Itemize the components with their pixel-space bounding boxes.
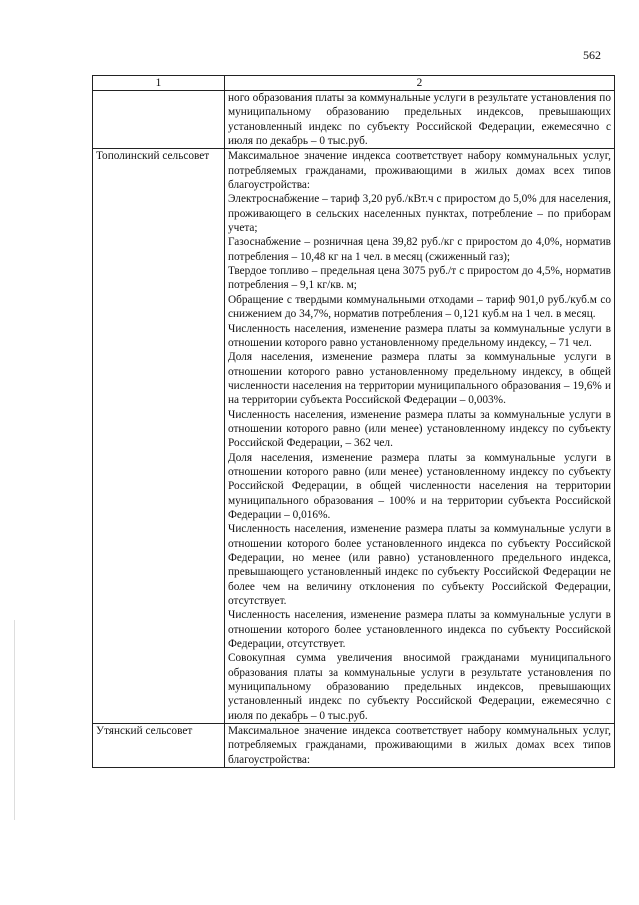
paragraph: Численность населения, изменение размера платы за коммунальные услуги в отношении которого более установленного индекса по субъекту Российской Федерации, отсутствует.: [228, 609, 611, 651]
description-cell: [225, 149, 615, 724]
paragraph: ного образования платы за коммунальные услуги в результате установления по муниципальному образованию предельных индексов, превышающих установленный индекс по субъекту Российской Федерации, ежемесячно с июля по декабрь – 0 тыс.руб.: [228, 92, 611, 148]
paragraph: Доля населения, изменение размера платы за коммунальные услуги в отношении которого равно установленному предельному индексу, в общей численности населения на территории муниципального образования – 19,6% и на территории субъекта Российской Федерации – 0,003%.: [228, 351, 611, 407]
page-number: 562: [583, 48, 601, 62]
paragraph: Совокупная сумма увеличения вносимой гражданами муниципального образования платы за коммунальные услуги в результате установления по муниципальному образованию предельных индексов, превышающих установленный индекс по субъекту Российской Федерации, ежемесячно с июля по декабрь – 0 тыс.руб.: [228, 652, 611, 722]
document-table: [92, 75, 615, 768]
description-cell: [225, 91, 615, 149]
column-header-2: 2: [225, 76, 615, 91]
paragraph: Максимальное значение индекса соответствует набору коммунальных услуг, потребляемых гражданами, проживающими в жилых домах всех типов благоустройства:: [228, 150, 611, 192]
table-row: [93, 91, 615, 149]
table-row: [93, 724, 615, 768]
paragraph: Электроснабжение – тариф 3,20 руб./кВт.ч с приростом до 5,0% для населения, проживающего в сельских населенных пунктах, потребление – по приборам учета;: [228, 193, 611, 235]
scan-edge-mark: [14, 620, 15, 820]
paragraph: Численность населения, изменение размера платы за коммунальные услуги в отношении которого равно (или менее) установленному индексу по субъекту Российской Федерации, – 362 чел.: [228, 408, 611, 450]
paragraph: Численность населения, изменение размера платы за коммунальные услуги в отношении которого равно установленному предельному индексу, – 71 чел.: [228, 322, 611, 349]
municipality-cell: Тополинский сельсовет: [93, 149, 225, 724]
municipality-cell: Утянский сельсовет: [93, 724, 225, 768]
paragraph: Обращение с твердыми коммунальными отходами – тариф 901,0 руб./куб.м со снижением до 34,7%, норматив потребления – 0,121 куб.м на 1 чел. в месяц.: [228, 293, 611, 321]
municipality-cell: [93, 91, 225, 149]
table-header-row: [93, 76, 615, 91]
description-cell: [225, 724, 615, 768]
paragraph: Твердое топливо – предельная цена 3075 руб./т с приростом до 4,5%, норматив потребления – 9,1 кг/кв. м;: [228, 265, 611, 292]
column-header-1: 1: [93, 76, 225, 91]
paragraph: Максимальное значение индекса соответствует набору коммунальных услуг, потребляемых гражданами, проживающими в жилых домах всех типов благоустройства:: [228, 725, 611, 766]
paragraph: Численность населения, изменение размера платы за коммунальные услуги в отношении которого более установленного индекса по субъекту Российской Федерации, но менее (или равно) установленного предельного индекса, превышающего установленный индекс по субъекту Российской Федерации не более чем на величину отклонения по субъекту Российской Федерации, отсутствует.: [228, 523, 611, 608]
paragraph: Доля населения, изменение размера платы за коммунальные услуги в отношении которого равно (или менее) установленному индексу по субъекту Российской Федерации, в общей численности населения на территории муниципального образования – 100% и на территории субъекта Российской Федерации – 0,016%.: [228, 451, 611, 521]
paragraph: Газоснабжение – розничная цена 39,82 руб./кг с приростом до 4,0%, норматив потребления – 10,48 кг на 1 чел. в месяц (сжиженный газ);: [228, 236, 611, 263]
table-row: [93, 149, 615, 724]
